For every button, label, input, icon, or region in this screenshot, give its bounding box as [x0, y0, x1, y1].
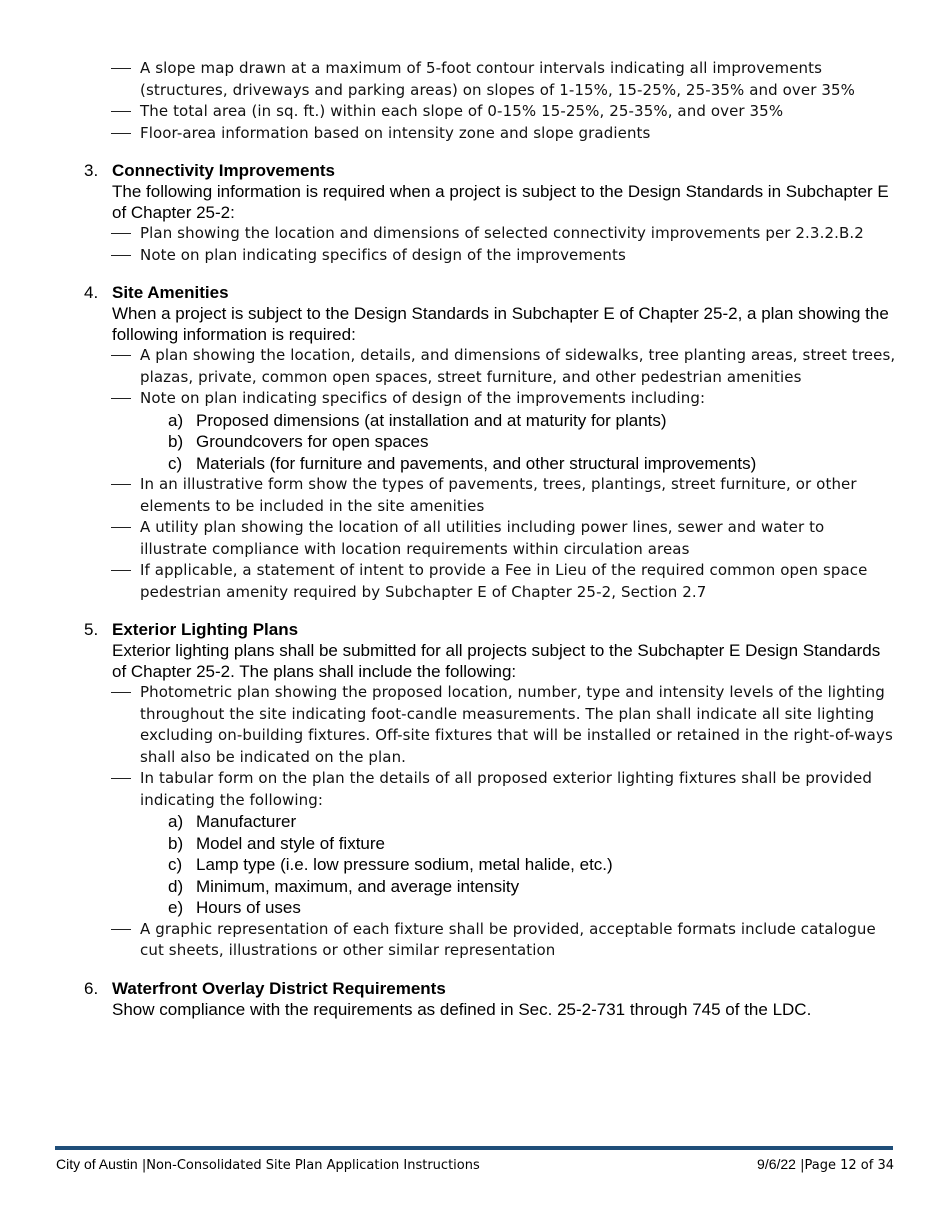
section-heading — [84, 619, 896, 640]
section-site-amenities — [84, 282, 896, 603]
section-exterior-lighting-plans — [84, 619, 896, 962]
sub-list-item: a) Proposed dimensions (at installation and at maturity for plants) — [168, 410, 667, 430]
list-item: Floor-area information based on intensity zone and slope gradients — [84, 123, 896, 145]
section-dash-list — [84, 345, 896, 410]
section-heading — [84, 160, 896, 181]
section-heading — [84, 978, 896, 999]
section-connectivity-improvements — [84, 160, 896, 266]
list-item: Plan showing the location and dimensions of selected connectivity improvements per 2.3.2.B.2 — [84, 223, 896, 245]
sub-list — [84, 410, 896, 475]
list-item: In an illustrative form show the types of pavements, trees, plantings, street furniture, or other elements to be included in the site amenities — [84, 474, 896, 517]
sub-list-marker: c) — [168, 453, 183, 473]
sub-list-marker: e) — [168, 898, 184, 917]
list-item: The total area (in sq. ft.) within each slope of 0-15% 15-25%, 25-35%, and over 35% — [84, 101, 896, 123]
section-description: The following information is required when a project is subject to the Design Standards in Subchapter E of Chapter 25-2: — [112, 182, 889, 222]
list-item: A graphic representation of each fixture shall be provided, acceptable formats include catalogue cut sheets, illustrations or other similar representation — [84, 919, 896, 962]
section-number: 6. — [84, 978, 99, 998]
sub-list-marker: a) — [168, 812, 184, 831]
section-dash-list — [84, 682, 896, 811]
footer-right — [757, 1156, 894, 1173]
section-description: Exterior lighting plans shall be submitted for all projects subject to the Subchapter E Design Standards of Chapter 25-2. The plans shall include the following: — [112, 641, 881, 681]
list-item: If applicable, a statement of intent to provide a Fee in Lieu of the required common open space pedestrian amenity required by Subchapter E of Chapter 25-2, Section 2.7 — [84, 560, 896, 603]
sub-list-marker: b) — [168, 432, 184, 451]
footer-divider — [55, 1146, 893, 1150]
section-dash-list — [84, 223, 896, 266]
dash-bullet-icon — [111, 133, 131, 134]
list-item: A utility plan showing the location of all utilities including power lines, sewer and water to illustrate compliance with location requirements within circulation areas — [84, 517, 896, 560]
sub-list-marker: c) — [168, 855, 183, 874]
list-item: A slope map drawn at a maximum of 5-foot contour intervals indicating all improvements (structures, driveways and parking areas) on slopes of 1-15%, 15-25%, 25-35% and over 35% — [84, 58, 896, 101]
footer-doc-title: |Non-Consolidated Site Plan Application Instructions — [141, 1158, 480, 1173]
section-number: 3. — [84, 161, 99, 180]
section-number: 5. — [84, 620, 99, 639]
section-description: When a project is subject to the Design Standards in Subchapter E of Chapter 25-2, a plan showing the following information is required: — [112, 304, 889, 344]
dash-bullet-icon — [111, 527, 131, 528]
footer-page-number: |Page 12 of 34 — [800, 1158, 894, 1173]
section-number: 4. — [84, 283, 99, 302]
dash-bullet-icon — [111, 255, 131, 256]
section-title: Exterior Lighting Plans — [112, 620, 299, 639]
sub-list-item: d) Minimum, maximum, and average intensity — [168, 876, 520, 896]
sub-list-item: a) Manufacturer — [168, 812, 297, 831]
dash-bullet-icon — [111, 111, 131, 112]
section-description: Show compliance with the requirements as defined in Sec. 25-2-731 through 745 of the LDC. — [112, 999, 812, 1019]
dash-bullet-icon — [111, 570, 131, 571]
dash-bullet-icon — [111, 929, 131, 930]
intro-dash-list — [84, 58, 896, 144]
dash-bullet-icon — [111, 484, 131, 485]
list-item: Photometric plan showing the proposed location, number, type and intensity levels of the lighting throughout the site indicating foot-candle measurements. The plan shall indicate all site lighting excluding on-building fixtures. Off-site fixtures that will be installed or retained in the right-of-ways shall also be indicated on the plan. — [84, 682, 896, 768]
list-item: Note on plan indicating specifics of design of the improvements — [84, 245, 896, 267]
section-title: Connectivity Improvements — [112, 161, 335, 180]
sub-list-marker: a) — [168, 410, 184, 430]
section-dash-list — [84, 919, 896, 962]
dash-bullet-icon — [111, 355, 131, 356]
sub-list-item: e) Hours of uses — [168, 898, 301, 917]
sub-list-item: b) Groundcovers for open spaces — [168, 432, 429, 451]
list-item: In tabular form on the plan the details of all proposed exterior lighting fixtures shall be provided indicating the following: — [84, 768, 896, 811]
list-item: A plan showing the location, details, and dimensions of sidewalks, tree planting areas, street trees, plazas, private, common open spaces, street furniture, and other pedestrian amenities — [84, 345, 896, 388]
sub-list-item: c) Lamp type (i.e. low pressure sodium, metal halide, etc.) — [168, 855, 613, 874]
sub-list — [84, 811, 896, 919]
footer-date: 9/6/22 — [757, 1156, 796, 1172]
footer-org: City of Austin — [56, 1156, 138, 1172]
list-item: Note on plan indicating specifics of design of the improvements including: — [84, 388, 896, 410]
dash-bullet-icon — [111, 778, 131, 779]
dash-bullet-icon — [111, 233, 131, 234]
sub-list-marker: b) — [168, 833, 184, 853]
sub-list-item: c) Materials (for furniture and pavements, and other structural improvements) — [168, 453, 757, 473]
section-dash-list — [84, 474, 896, 603]
section-title: Site Amenities — [112, 283, 229, 302]
dash-bullet-icon — [111, 692, 131, 693]
section-waterfront-overlay — [84, 978, 896, 1020]
dash-bullet-icon — [111, 68, 131, 69]
section-title: Waterfront Overlay District Requirements — [112, 978, 446, 998]
page-content — [84, 58, 896, 1020]
dash-bullet-icon — [111, 398, 131, 399]
footer-left — [56, 1156, 480, 1173]
sub-list-item: b) Model and style of fixture — [168, 833, 385, 853]
sub-list-marker: d) — [168, 876, 184, 896]
section-heading — [84, 282, 896, 303]
